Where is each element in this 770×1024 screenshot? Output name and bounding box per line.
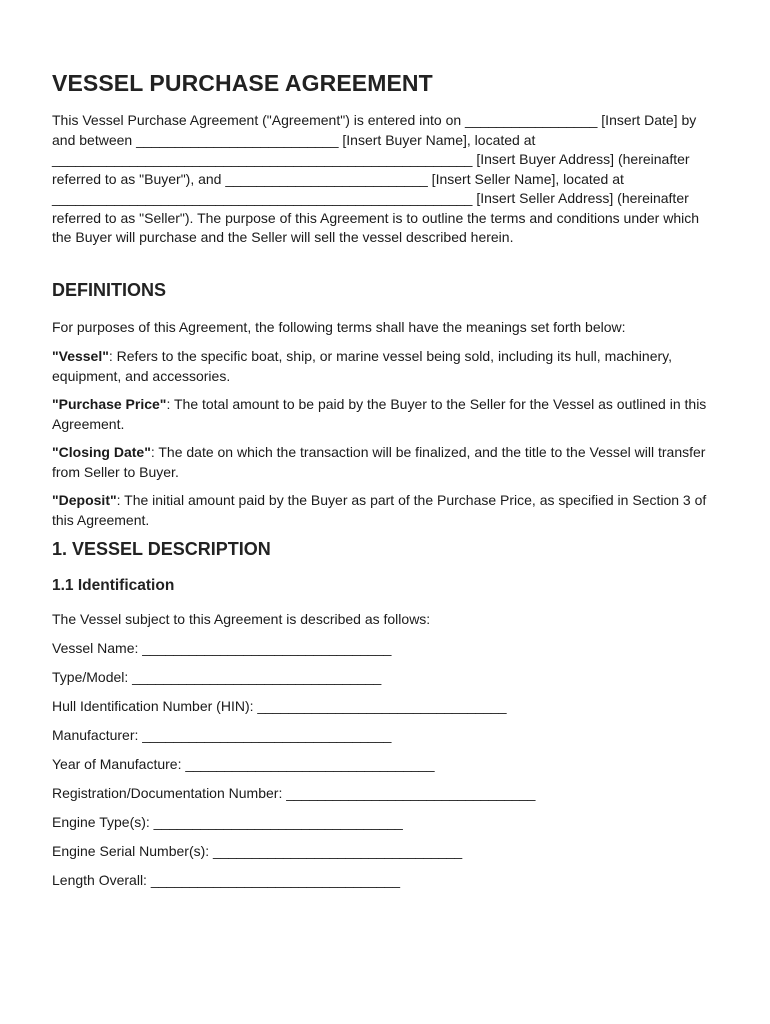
section-1-1-lead: The Vessel subject to this Agreement is described as follows: (52, 611, 431, 627)
field-length-overall: Length Overall: ________________________________ (52, 871, 400, 888)
section-1-heading: 1. VESSEL DESCRIPTION (52, 539, 271, 559)
definition-item-deposit (52, 491, 710, 530)
field-registration-number: Registration/Documentation Number: ________________________________ (52, 784, 536, 801)
definition-term: "Vessel" (52, 348, 109, 364)
definition-item-purchase-price (52, 395, 710, 434)
definition-text: : The initial amount paid by the Buyer as part of the Purchase Price, as specified in Section 3 of this Agreement. (52, 492, 707, 528)
field-hin: Hull Identification Number (HIN): ________________________________ (52, 697, 507, 714)
definition-term: "Deposit" (52, 492, 117, 508)
definitions-lead: For purposes of this Agreement, the following terms shall have the meanings set forth below: (52, 318, 626, 335)
field-type-model: Type/Model: ________________________________ (52, 668, 382, 685)
definition-item-vessel (52, 347, 710, 386)
definition-term: "Closing Date" (52, 444, 151, 460)
section-1-1-heading: 1.1 Identification (52, 577, 175, 594)
field-year-of-manufacture: Year of Manufacture: ________________________________ (52, 755, 435, 772)
definition-text: : The total amount to be paid by the Buyer to the Seller for the Vessel as outlined in this Agreement. (52, 396, 707, 432)
definition-item-closing-date (52, 443, 710, 482)
field-engine-serial: Engine Serial Number(s): ________________________________ (52, 842, 463, 859)
definition-term: "Purchase Price" (52, 396, 167, 412)
field-engine-type: Engine Type(s): ________________________________ (52, 813, 403, 830)
document-title: VESSEL PURCHASE AGREEMENT (52, 70, 433, 96)
definition-text: : Refers to the specific boat, ship, or marine vessel being sold, including its hull, machinery, equipment, and accessories. (52, 348, 672, 384)
field-manufacturer: Manufacturer: ________________________________ (52, 726, 392, 743)
field-vessel-name: Vessel Name: ________________________________ (52, 639, 392, 656)
definition-text: : The date on which the transaction will be finalized, and the title to the Vessel will transfer from Seller to Buyer. (52, 444, 706, 480)
intro-paragraph: This Vessel Purchase Agreement ("Agreement") is entered into on _________________ [Insert Date] by and between __________________________ [Insert Buyer Name], located at ______________________________________________________ [Insert Buyer Address] (hereinafter referred to as "Buyer"), and __________________________ [Insert Seller Name], located at ______________________________________________________ [Insert Seller Address] (hereinafter referred to as "Seller"). The purpose of this Agreement is to outline the terms and conditions under which the Buyer will purchase and the Seller will sell the vessel described herein. (52, 112, 700, 245)
definitions-heading: DEFINITIONS (52, 279, 167, 300)
